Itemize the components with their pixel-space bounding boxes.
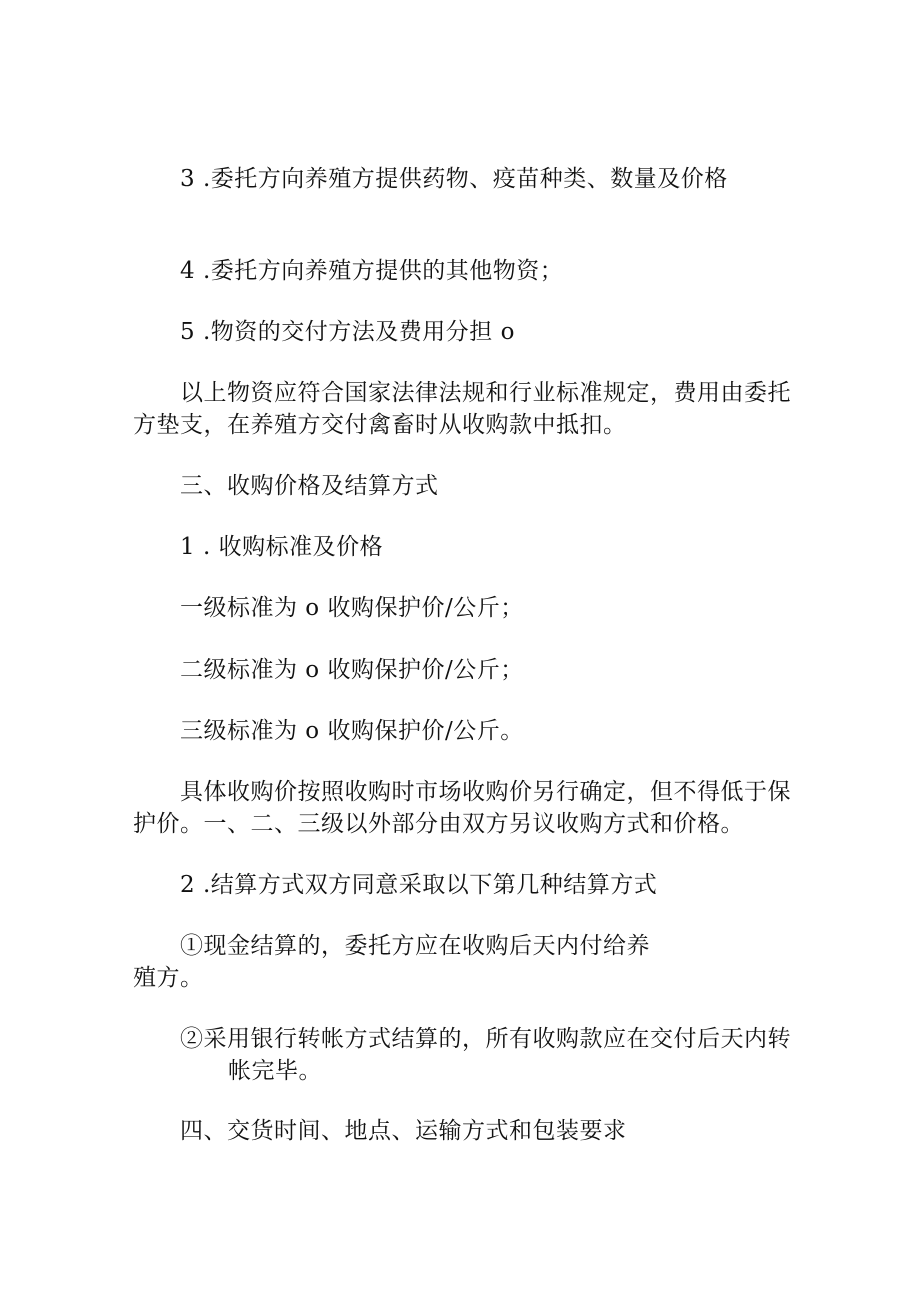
grade-2-standard: 二级标准为 o 收购保护价/公斤； (180, 657, 524, 683)
settlement-option-2-line-1: ②采用银行转帐方式结算的，所有收购款应在交付后天内转 (180, 1026, 791, 1052)
list-item-4: 4 .委托方向养殖方提供的其他物资； (180, 258, 564, 284)
settlement-option-1-line-1: ①现金结算的，委托方应在收购后天内付给养 (180, 933, 650, 959)
settlement-option-2-line-2: 帐完毕。 (228, 1058, 322, 1084)
grade-3-standard: 三级标准为 o 收购保护价/公斤。 (180, 718, 524, 744)
grade-1-standard: 一级标准为 o 收购保护价/公斤； (180, 595, 524, 621)
subsection-heading-1: 1 . 收购标准及价格 (180, 534, 384, 560)
paragraph-price-line-2: 护价。一、二、三级以外部分由双方另议收购方式和价格。 (133, 811, 744, 837)
paragraph-materials-line-1: 以上物资应符合国家法律法规和行业标准规定，费用由委托 (180, 380, 791, 406)
settlement-option-1-line-2: 殖方。 (133, 965, 204, 991)
section-heading-3: 三、收购价格及结算方式 (180, 473, 439, 499)
list-item-5: 5 .物资的交付方法及费用分担 o (180, 319, 515, 345)
list-item-3: 3 .委托方向养殖方提供药物、疫苗种类、数量及价格 (180, 166, 728, 192)
subsection-heading-2: 2 .结算方式双方同意采取以下第几种结算方式 (180, 872, 658, 898)
paragraph-materials-line-2: 方垫支，在养殖方交付禽畜时从收购款中抵扣。 (133, 412, 627, 438)
paragraph-price-line-1: 具体收购价按照收购时市场收购价另行确定，但不得低于保 (180, 779, 791, 805)
section-heading-4: 四、交货时间、地点、运输方式和包装要求 (180, 1118, 627, 1144)
